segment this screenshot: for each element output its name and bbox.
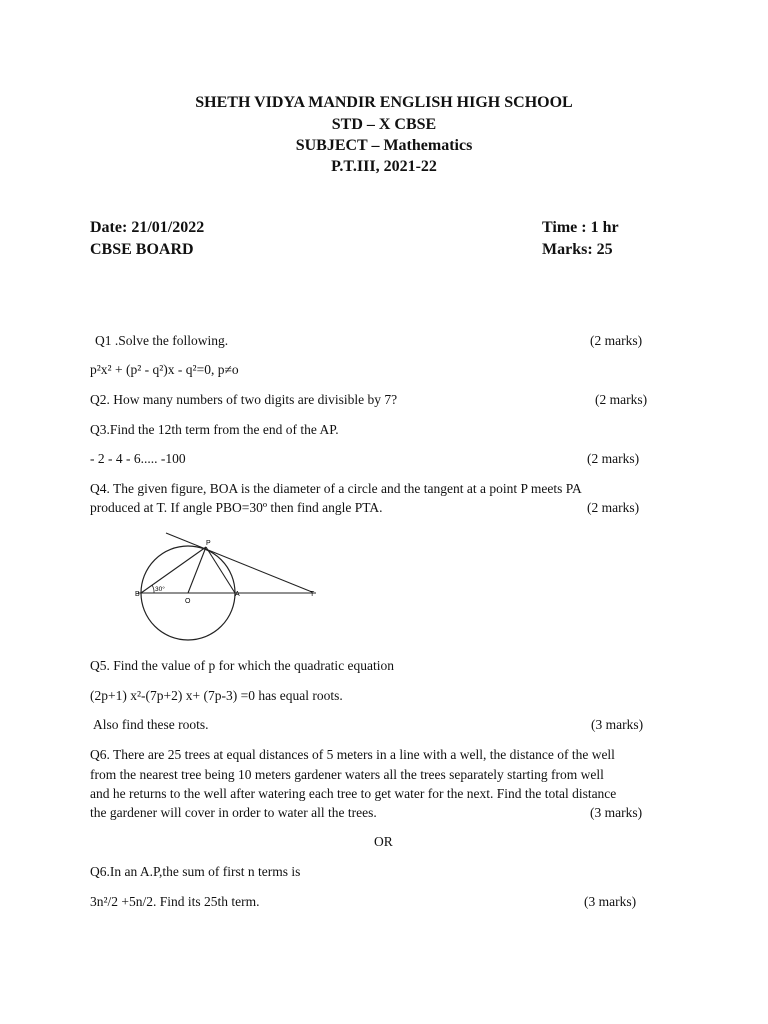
- circle-tangent-figure: [130, 530, 330, 650]
- q6-alt-text-line1: Q6.In an A.P,the sum of first n terms is: [90, 864, 301, 879]
- angle-label: 30°: [155, 586, 165, 593]
- q3-marks: (2 marks): [587, 451, 640, 466]
- label-b: B: [135, 591, 140, 598]
- q6-text-line2: from the nearest tree being 10 meters gardener waters all the trees separately starting from well: [90, 767, 604, 782]
- q5-text-line1: Q5. Find the value of p for which the quadratic equation: [90, 658, 395, 673]
- label-o: O: [185, 598, 191, 605]
- q4-text-line2: produced at T. If angle PBO=30º then find angle PTA.: [90, 500, 383, 515]
- q1-text: Q1 .Solve the following.: [95, 333, 229, 348]
- q6-text-line3: and he returns to the well after watering each tree to get water for the next. Find the total distance: [90, 786, 617, 801]
- exam-time: Time : 1 hr: [542, 219, 619, 236]
- q2-marks: (2 marks): [595, 392, 648, 407]
- board: CBSE BOARD: [90, 241, 194, 258]
- or-separator: OR: [374, 834, 393, 849]
- label-p: P: [206, 540, 211, 547]
- q3-text: Q3.Find the 12th term from the end of the AP.: [90, 422, 339, 437]
- q3-series: - 2 - 4 - 6..... -100: [90, 451, 186, 466]
- q1-marks: (2 marks): [590, 333, 643, 348]
- q5-text-line3: Also find these roots.: [93, 717, 209, 732]
- q6-text-line4: the gardener will cover in order to water all the trees.: [90, 805, 377, 820]
- chord-ap: [206, 547, 235, 593]
- q4-text-line1: Q4. The given figure, BOA is the diameter of a circle and the tangent at a point P meets PA: [90, 481, 582, 496]
- label-a: A: [235, 591, 240, 598]
- q5-equation: (2p+1) x²-(7p+2) x+ (7p-3) =0 has equal roots.: [90, 688, 343, 703]
- q2-text: Q2. How many numbers of two digits are divisible by 7?: [90, 392, 398, 407]
- q6-alt-marks: (3 marks): [584, 894, 637, 909]
- total-marks: Marks: 25: [542, 241, 613, 258]
- chord-bp: [141, 547, 206, 593]
- angle-arc: [152, 585, 154, 593]
- standard: STD – X CBSE: [331, 116, 437, 133]
- label-t: T: [310, 591, 315, 598]
- q6-text-line1: Q6. There are 25 trees at equal distances of 5 meters in a line with a well, the distance of the well: [90, 747, 615, 762]
- exam-date: Date: 21/01/2022: [90, 219, 205, 236]
- tangent-line: [166, 533, 312, 592]
- school-name: SHETH VIDYA MANDIR ENGLISH HIGH SCHOOL: [195, 94, 573, 111]
- q4-marks: (2 marks): [587, 500, 640, 515]
- subject: SUBJECT – Mathematics: [295, 137, 473, 154]
- q1-equation: p²x² + (p² - q²)x - q²=0, p≠o: [90, 362, 239, 377]
- exam-name: P.T.III, 2021-22: [331, 158, 437, 175]
- q6-marks: (3 marks): [590, 805, 643, 820]
- q5-marks: (3 marks): [591, 717, 644, 732]
- q6-alt-text-line2: 3n²/2 +5n/2. Find its 25th term.: [90, 894, 260, 909]
